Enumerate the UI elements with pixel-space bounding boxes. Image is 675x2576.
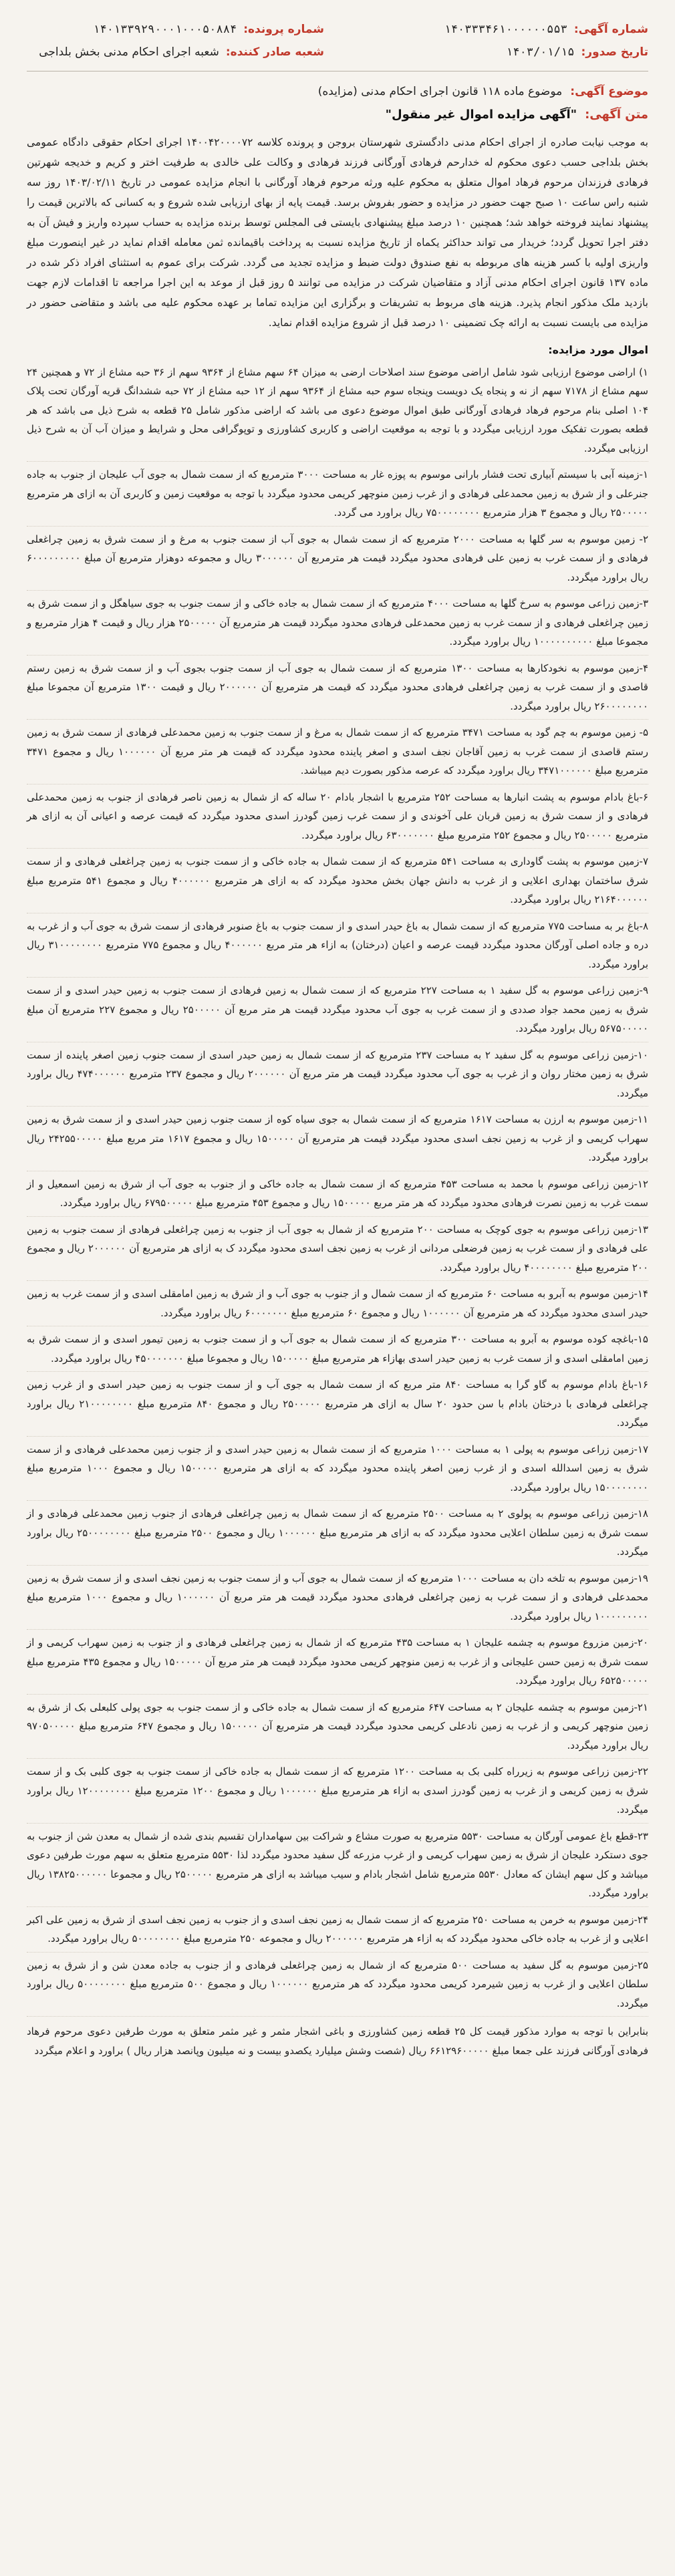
property-item-11: ۱۱-زمین موسوم به ارزن به مساحت ۱۶۱۷ مترمربع که از سمت شمال به جوی سیاه کوه از سمت جنوب زمین حیدر اسدی و از سمت شرق به زمین سهراب کریمی و از غرب به زمین نجف اسدی محدود میگردد قیمت هر مترمربع آن ۱۵۰۰۰۰۰ ریال و مجموع ۱۶۱۷ متر مربع مبلغ ۲۴۲۵۵۰۰۰۰۰ ریال براورد میگردد.: [27, 1110, 648, 1171]
properties-section-title: اموال مورد مزایده:: [548, 343, 648, 356]
property-item-16: ۱۶-باغ بادام موسوم به گاو گرا به مساحت ۸۴۰ متر مربع که از سمت شمال به جوی آب و از سمت جنوب به زمین حیدر اسدی و از غرب زمین چراغعلی فرهادی با درختان بادام با سن حدود ۲۰ سال به ازای هر مترمربع ۲۵۰۰۰۰۰ ریال و مجموع ۸۴۰ مترمربع مبلغ ۲۱۰۰۰۰۰۰۰۰ ریال براورد میگردد.: [27, 1375, 648, 1437]
file-number-label: شماره پرونده:: [243, 23, 324, 36]
property-item-18: ۱۸-زمین زراعی موسوم به پولوی ۲ به مساحت ۲۵۰۰ مترمربع که از سمت شمال به زمین چراغعلی فرهادی از جنوب زمین محمدعلی فرهادی و از سمت شرق به زمین سلطان اعلایی محدود میگردد که به ازای هر مترمربع مبلغ ۱۰۰۰۰۰۰ ریال و مجموع ۲۵۰۰ مترمربع مبلغ ۲۵۰۰۰۰۰۰۰۰ ریال براورد میگردد.: [27, 1504, 648, 1566]
ad-number-row: [351, 23, 648, 36]
subject-row: [27, 85, 648, 98]
publish-date-row: [351, 45, 648, 59]
property-item-2: ۲- زمین موسوم به سر گلها به مساحت ۲۰۰۰ مترمربع که از سمت شمال به جوی آب از سمت جنوب به مرغ و از سمت شرق به زمین چراغعلی فرهادی و از سمت غرب به زمین علی فرهادی محدود میگردد قیمت هر مترمربع آن ۳۰۰۰۰۰۰ ریال و مجموعه دوهزار مترمربع آن مبلغ ۶۰۰۰۰۰۰۰۰۰ ریال براورد میگردد.: [27, 530, 648, 591]
ad-number-value: ۱۴۰۳۳۳۴۶۱۰۰۰۰۰۰۵۵۳: [444, 23, 567, 36]
file-number-row: [27, 23, 324, 36]
ad-number-label: شماره آگهی:: [573, 23, 648, 36]
property-item-14: ۱۴-زمین موسوم به آبرو به مساحت ۶۰ مترمربع که از سمت شمال و از جنوب به جوی آب و از شرق به زمین امامقلی اسدی و از سمت غرب به زمین حیدر اسدی محدود میگردد که هر مترمربع آن ۱۰۰۰۰۰۰ ریال و مجموع ۶۰ مترمربع مبلغ ۶۰۰۰۰۰۰۰ ریال براورد میگردد.: [27, 1284, 648, 1326]
property-item-10: ۱۰-زمین زراعی موسوم به گل سفید ۲ به مساحت ۲۳۷ مترمربع که از سمت شمال به زمین حیدر اسدی از سمت جنوب زمین اصغر پاینده از سمت شرق به زمین مختار روان و از غرب به جوی آب محدود میگردد قیمت هر متر مربع آن ۲۰۰۰۰۰۰ ریال و مجموع ۲۳۷ مترمربع ۴۷۴۰۰۰۰۰۰ ریال براورد میگردد.: [27, 1046, 648, 1107]
property-item-20: ۲۰-زمین مزروع موسوم به چشمه علیجان ۱ به مساحت ۴۳۵ مترمربع که از شمال به زمین چراغعلی فرهادی و از جنوب به زمین سهراب کریمی و از سمت شرق به زمین حسن علیجانی و از غرب به زمین منوچهر کریمی محدود میگردد قیمت هر متر مربع آن ۱۵۰۰۰۰۰ ریال و مجموع ۴۳۵ مترمربع مبلغ ۶۵۲۵۰۰۰۰۰ ریال براورد میگردد.: [27, 1633, 648, 1695]
property-item-6: ۶-باغ بادام موسوم به پشت انبارها به مساحت ۲۵۲ مترمربع با اشجار بادام ۲۰ ساله که از شمال به زمین ناصر فرهادی از جنوب به زمین محمدعلی فرهادی و از سمت شرق به زمین قربان علی آخوندی و از سمت غرب زمین گودرز اسدی محدود میگردد که قیمت عرصه و اعیانی آن به ازای هر مترمربع ۲۵۰۰۰۰۰ ریال و مجموع ۲۵۲ مترمربع مبلغ ۶۳۰۰۰۰۰۰۰ ریال براورد میگردد.: [27, 788, 648, 849]
notice-body: به موجب نیابت صادره از اجرای احکام مدنی دادگستری شهرستان بروجن و پرونده کلاسه ۱۴۰۰۴۲۰۰۰۰۷۲ اجرای احکام حقوقی دادگاه عمومی بخش بلداجی حسب دعوی محکوم له خدارحم فرهادی آورگانی فرزند فرهادی و وکالت علی خالدی به طرفیت اختر و کریم و خدیجه شهرتین فرهادی فرزندان مرحوم فرهاد اموال متعلق به محکوم علیه ورثه مرحوم فرهاد آورگانی با انجام مزایده عمومی در تاریخ ۱۴۰۳/۰۲/۱۱ روز سه شنبه راس ساعت ۱۰ صبح جهت حضور در مزایده و حضور بفروش برسد. قیمت پایه از بهای ارزیابی شده شروع و به کسانی که بالاترین قیمت را پیشنهاد نمایند فروخته خواهد شد؛ همچنین ۱۰ درصد مبلغ پیشنهادی بایستی فی المجلس توسط برنده مزایده به حساب سپرده واریز و فیش آن به دفتر اجرا تحویل گردد؛ خریدار می تواند حداکثر یکماه از تاریخ مزایده نسبت به پرداخت باقیمانده ثمن معامله اقدام نماید در غیر اینصورت مبلغ واریزی اولیه با کسر هزینه های مربوطه به نفع صندوق دولت ضبط و مزایده تجدید می گردد. شرکت برای عموم به استثنای افراد ذکر شده در ماده ۱۳۷ قانون اجرای احکام مدنی آزاد و متقاضیان شرکت در مزایده می توانند ۵ روز قبل از موعد به این اجرا مراجعه تا اقدامات لازم جهت بازدید ملک مذکور انجام پذیرد. هزینه های مربوط به تشریفات و برگزاری این مزایده تماما بر عهده محکوم علیه می باشد و متقاضی حضور در مزایده می بایست نسبت به ارائه چک تضمینی ۱۰ درصد قبل از شروع مزایده اقدام نماید.: [27, 136, 649, 329]
notice-title: "آگهی مزایده اموال غیر منقول": [385, 108, 577, 122]
property-item-24: ۲۴-زمین موسوم به خرمن به مساحت ۲۵۰ مترمربع که از سمت شمال به زمین نجف اسدی و از جنوب به زمین نجف اسدی از شرق به زمین علی اکبر اعلایی و از غرب به جاده خاکی محدود میگردد که به ازاء هر مترمربع ۲۰۰۰۰۰۰ ریال و مجموعه ۲۵۰ مترمربع مبلغ ۵۰۰۰۰۰۰۰۰ ریال براورد میگردد.: [27, 1910, 648, 1953]
subject-label: موضوع آگهی:: [570, 85, 648, 98]
property-item-23: ۲۳-قطع باغ عمومی آورگان به مساحت ۵۵۳۰ مترمربع به صورت مشاع و شراکت بین سهامداران تقسیم بندی شده از شمال به معدن شن از جنوب به جوی دستکرد علیجان از شرق به زمین سهراب کریمی و از غرب مزرعه گل سفید محدود میگردد لذا ۵۵۳۰ مترمربع متعلق به سهم مورث طرفین دعوی میباشد و کل سهم ایشان که معادل ۵۵۳۰ مترمربع شامل اشجار بادام و سیب میباشد به ازای هر مترمربع ۲۵۰۰۰۰۰ ریال و مجموعا ۱۳۸۲۵۰۰۰۰۰۰ ریال براورد میگردد.: [27, 1827, 648, 1907]
property-item-1: ۱-زمینه آبی با سیستم آبیاری تحت فشار بارانی موسوم به پوزه غار به مساحت ۳۰۰۰ مترمربع که از سمت شمال به جوی آب علیجان از جنوب به جاده جنرعلی و از شرق به زمین محمدعلی فرهادی و از غرب زمین منوچهر کریمی محدود میگردد با توجه به موقعیت زمین و کاربری آن به ازای هر مترمربع ۲۵۰۰۰۰۰ ریال و مجموع ۳ هزار مترمربع ۷۵۰۰۰۰۰۰۰۰ ریال براورد می گردد.: [27, 465, 648, 527]
property-item-12: ۱۲-زمین زراعی موسوم با محمد به مساحت ۴۵۳ مترمربع که از سمت شمال به جاده خاکی و از جنوب به جوی آب از شرق به زمین اسمعیل و از سمت غرب به زمین نصرت فرهادی محدود میگردد که هر متر مربع ۱۵۰۰۰۰۰ ریال و مجموع ۴۵۳ مترمربع مبلغ ۶۷۹۵۰۰۰۰۰ ریال براورد میگردد.: [27, 1175, 648, 1217]
notice-metadata: [27, 23, 648, 71]
notice-label: متن آگهی:: [585, 108, 648, 122]
property-item-17: ۱۷-زمین زراعی موسوم به پولی ۱ به مساحت ۱۰۰۰ مترمربع که از سمت شمال به زمین حیدر اسدی و از جنوب زمین محمدعلی فرهادی و از سمت شرق به زمین اسدالله اسدی و از غرب زمین اصغر پاینده محدود میگردد که به ازای هر مترمربع ۱۵۰۰۰۰۰ ریال و مجموع ۱۰۰۰ مترمربع مبلغ ۱۵۰۰۰۰۰۰۰۰ ریال براورد میگردد.: [27, 1440, 648, 1501]
branch-row: [27, 45, 324, 59]
property-item-19: ۱۹-زمین موسوم به تلخه دان به مساحت ۱۰۰۰ مترمربع که از سمت شمال به جوی آب و از سمت جنوب به زمین نجف اسدی و از سمت شرق به زمین محمدعلی فرهادی و از سمت غرب به زمین چراغعلی فرهادی محدود میگردد قیمت هر متر مربع آن ۱۰۰۰۰۰۰ ریال و مجموع ۱۰۰۰ مترمربع مبلغ ۱۰۰۰۰۰۰۰۰۰ ریال براورد میگردد.: [27, 1569, 648, 1630]
branch-value: شعبه اجرای احکام مدنی بخش بلداجی: [39, 45, 219, 59]
property-item-25: ۲۵-زمین موسوم به گل سفید به مساحت ۵۰۰ مترمربع که از شمال به زمین چراغعلی فرهادی و از جنوب به جاده معدن شن و از شرق به زمین سلطان اعلایی و از غرب به زمین شیرمرد کریمی محدود میگردد که هر مترمربع ۱۰۰۰۰۰۰ ریال و مجموع ۵۰۰ مترمربع مبلغ ۵۰۰۰۰۰۰۰۰ ریال براورد میگردد.: [27, 1956, 648, 2017]
notice-row: [27, 108, 648, 122]
branch-label: شعبه صادر کننده:: [225, 45, 324, 59]
file-number-value: ۱۴۰۱۳۳۹۲۹۰۰۰۱۰۰۰۵۰۸۸۴: [93, 23, 237, 36]
property-item-15: ۱۵-باغچه کوده موسوم به آبرو به مساحت ۳۰۰ مترمربع که از سمت شمال به جوی آب و از سمت جنوب به زمین تیمور اسدی و از سمت شرق به زمین امامقلی اسدی و از سمت غرب به زمین حیدر اسدی بهازاء هر مترمربع مبلغ ۱۵۰۰۰۰۰ ریال و مجموعا مبلغ ۴۵۰۰۰۰۰۰۰ ریال براورد میگردد.: [27, 1330, 648, 1372]
property-list: [27, 363, 648, 2017]
property-item-intro: ۱) اراضی موضوع ارزیابی شود شامل اراضی موضوع سند اصلاحات ارضی به میزان ۶۴ سهم مشاع از ۹۳۶۴ سهم از ۳۶ حبه مشاع از ۷۲ و همچنین ۲۴ سهم مشاع از ۷۱۷۸ سهم از نه و پنجاه یک دویست وپنجاه سوم حبه مشاع از ۹۳۶۴ سهم از ۱۲ حبه مشاع از ۷۲ حبه ششدانگ قریه آورگان تحت پلاک ۱۰۴ اصلی بنام مرحوم فرهاد فرهادی آورگانی طبق اموال موضوع دعوی می باشد که اراضی مذکور شامل ۲۵ قطعه به شرح ذیل می باشد که هر قطعه بصورت تفکیک مورد ارزیابی میگردد و با توجه به موقعیت اراضی و کاربری کشاورزی و توپوگرافی محل و شرایط و میزان آب آن به شرح ذیل ارزیابی میگردد.: [27, 363, 648, 462]
property-item-8: ۸-باغ بر به مساحت ۷۷۵ مترمربع که از سمت شمال به باغ حیدر اسدی و از سمت جنوب به باغ صنوبر فرهادی از سمت شرق به جوی آب و از غرب به دره و جاده اصلی آورگان محدود میگردد قیمت عرصه و اعیان (درختان) به ازاء هر متر مربع ۴۰۰۰۰۰۰ ریال و مجموع ۷۷۵ مترمربع ۳۱۰۰۰۰۰۰۰۰ ریال براورد میگردد.: [27, 917, 648, 978]
publish-date-value: ۱۴۰۳/۰۱/۱۵: [506, 45, 575, 59]
property-item-4: ۴-زمین موسوم به نخودکارها به مساحت ۱۳۰۰ مترمربع که از سمت شمال به جوی آب از سمت جنوب بجوی آب و از سمت شرق به زمین رستم قاصدی و از سمت غرب به زمین چراغعلی فرهادی محدود میگردد که قیمت هر مترمربع آن ۲۰۰۰۰۰۰ ریال و قیمت ۱۳۰۰ مترمربع آن مجموعا مبلغ ۲۶۰۰۰۰۰۰۰۰ ریال براورد میگردد.: [27, 659, 648, 720]
property-item-3: ۳-زمین زراعی موسوم به سرخ گلها به مساحت ۴۰۰۰ مترمربع که از سمت شمال به جاده خاکی و از سمت جنوب به جوی سیاهگل و از سمت شرق به زمین چراغعلی فرهادی و از سمت غرب به زمین محمدعلی فرهادی محدود میگردد قیمت هر مترمربع آن ۲۵۰۰۰۰۰ هزار ریال و قیمت ۴ هزار مترمربع و مجموعا مبلغ ۱۰۰۰۰۰۰۰۰۰۰ ریال براورد میگردد.: [27, 594, 648, 656]
closing-summary: بنابراین با توجه به موارد مذکور قیمت کل ۲۵ قطعه زمین کشاورزی و باغی اشجار مثمر و غیر مثمر متعلق به مورث طرفین دعوی مرحوم فرهاد فرهادی آورگانی فرزند علی جمعا مبلغ ۶۶۱۲۹۶۰۰۰۰۰ ریال (شصت وشش میلیارد یکصدو بیست و نه میلیون وپانصد هزار ریال ) براورد و اعلام میگردد: [27, 2025, 649, 2057]
property-item-13: ۱۳-زمین زراعی موسوم به جوی کوچک به مساحت ۲۰۰ مترمربع که از شمال به جوی آب از جنوب به زمین چراغعلی فرهادی از سمت جنوب به زمین علی فرهادی و از سمت غرب به زمین فرضعلی مردانی از غرب به زمین نجف اسدی محدود میگردد ک به ازای هر مترمربع آن ۲۰۰۰۰۰۰ ریال و مجموع ۲۰۰ مترمربع مبلغ ۴۰۰۰۰۰۰۰۰ ریال براورد میگردد.: [27, 1220, 648, 1282]
property-item-7: ۷-زمین موسوم به پشت گاوداری به مساحت ۵۴۱ مترمربع که از سمت شمال به جاده خاکی و از سمت جنوب به زمین چراغعلی فرهادی و از سمت شرق ساختمان بهداری اعلایی و از غرب به دانش جهان بخش محدود میگردد که به ازای هر مترمربع ۴۰۰۰۰۰۰ ریال و مجموع ۵۴۱ مترمربع مبلغ ۲۱۶۴۰۰۰۰۰۰ ریال براورد میگردد.: [27, 852, 648, 913]
subject-text: موضوع ماده ۱۱۸ قانون اجرای احکام مدنی (مزایده): [317, 85, 563, 98]
property-item-21: ۲۱-زمین موسوم به چشمه علیجان ۲ به مساحت ۶۴۷ مترمربع که از سمت شمال به جاده خاکی و از سمت جنوب به جوی پولی کلبعلی بک از شرق به زمین منوچهر کریمی و از غرب به زمین نادعلی کریمی محدود میگردد قیمت هر مترمربع آن ۱۵۰۰۰۰۰ ریال و مجموع ۶۴۷ مترمربع مبلغ ۹۷۰۵۰۰۰۰۰ ریال براورد میگردد.: [27, 1698, 648, 1759]
publish-date-label: تاریخ صدور:: [581, 45, 648, 59]
property-item-9: ۹-زمین زراعی موسوم به گل سفید ۱ به مساحت ۲۲۷ مترمربع که از سمت شمال به زمین فرهادی از سمت جنوب به زمین حیدر اسدی و از سمت شرق به زمین محمد جواد صددی و از سمت غرب به جوی آب محدود میگردد قیمت هر متر مربع آن ۲۵۰۰۰۰۰ ریال و مجموع ۲۲۷ مترمربع آن مبلغ ۵۶۷۵۰۰۰۰۰ ریال براورد میگردد.: [27, 981, 648, 1042]
property-item-5: ۵- زمین موسوم به چم گود به مساحت ۳۴۷۱ مترمربع که از سمت شمال به مرغ و از سمت جنوب به زمین محمدعلی فرهادی از سمت شرق به زمین رستم قاصدی از سمت غرب به زمین آقاجان نجف اسدی و اصغر پاینده محدود میگردد که قیمت هر متر مربع آن ۱۰۰۰۰۰۰ ریال و مجموع ۳۴۷۱ مترمربع مبلغ ۳۴۷۱۰۰۰۰۰۰ ریال براورد میگردد که عرصه مذکور بصورت دیم میباشد.: [27, 723, 648, 784]
property-item-22: ۲۲-زمین زراعی موسوم به زیرراه کلبی بک به مساحت ۱۲۰۰ مترمربع که از سمت شمال به جاده خاکی از سمت جنوب به جوی کلبی بک و از سمت شرق به زمین کریمی و از غرب به زمین گودرز اسدی به ازاء هر مترمربع مبلغ ۱۰۰۰۰۰۰ ریال و مجموع ۱۲۰۰ مترمربع مبلغ ۱۲۰۰۰۰۰۰۰۰ ریال براورد میگردد.: [27, 1762, 648, 1824]
